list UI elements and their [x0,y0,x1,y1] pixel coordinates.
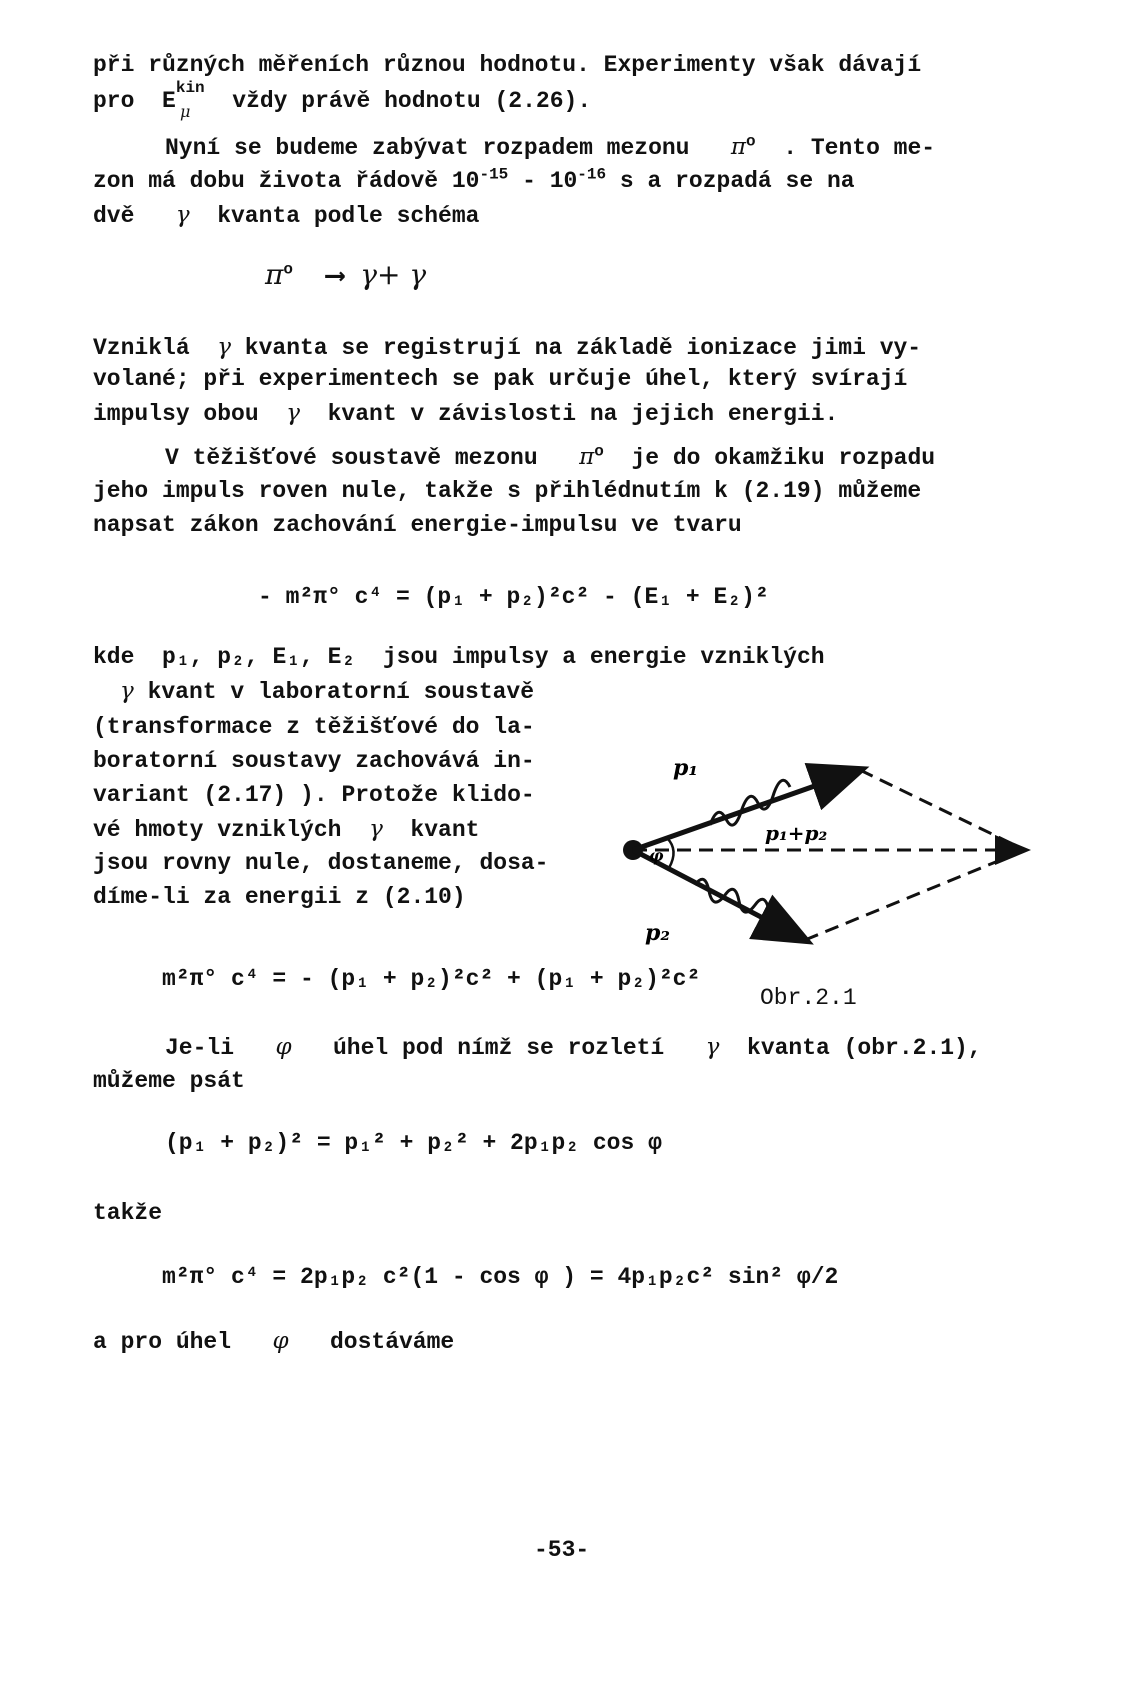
text-span: impulsy obou [93,401,259,427]
angle-label: φ [649,846,664,865]
text-line: můžeme psát [93,1068,245,1094]
equation-4: m²π° c⁴ = 2p₁p₂ c²(1 - cos φ ) = 4p₁p₂c² sin² φ/2 [162,1264,839,1290]
text-line [165,440,935,475]
text-span: s a rozpadá se na [606,168,855,194]
text-line [93,198,479,233]
text-span: je do okamžiku rozpadu [631,445,936,471]
vector-list: p₁, p₂, E₁, E₂ [162,644,356,670]
equation-2: m²π° c⁴ = - (p₁ + p₂)²c² + (p₁ + p₂)²c² [162,966,701,992]
text-span: kvanta se registrují na základě ionizace jimi vy- [244,335,922,361]
pi-symbol: π [579,444,595,470]
text-span: - 10 [508,168,578,194]
gamma-symbol: γ [705,1034,720,1060]
text-line [93,640,825,674]
text-span: a pro úhel [93,1329,232,1355]
dashed-side-2 [805,850,1025,940]
sum-label: p₁+p₂ [765,821,828,845]
text-line: boratorní soustavy zachovává in- [93,748,535,774]
text-line: jsou rovny nule, dostaneme, dosa- [93,850,549,876]
text-line: volané; při experimentech se pak určuje úhel, který svírají [93,366,908,392]
angle-arc [667,838,674,868]
equation-3: (p₁ + p₂)² = p₁² + p₂² + 2p₁p₂ cos φ [165,1130,662,1156]
arrow-icon: ⟶ [326,262,344,293]
page-number: -53- [534,1537,590,1563]
p1-label: p₁ [673,755,699,781]
phi-symbol: φ [275,1034,292,1060]
text-span: úhel pod nímž se rozletí [332,1035,665,1061]
text-line [93,79,592,121]
text-span: vé hmoty vzniklých [93,817,342,843]
text-span: V těžišťové soustavě mezonu [165,445,538,471]
text-line: variant (2.17) ). Protože klido- [93,782,535,808]
pi-symbol: π [265,258,284,291]
exponent: -16 [577,165,607,184]
gamma-symbol: γ [175,202,190,228]
equation-1: - m²π° c⁴ = (p₁ + p₂)²c² - (E₁ + E₂)² [258,584,769,610]
pi-superscript: o [283,260,294,279]
text-line: takže [93,1200,163,1226]
p2-label: p₂ [645,920,671,946]
gamma-symbol: γ [369,816,383,842]
text-line [93,164,855,198]
text-line: (transformace z těžišťové do la- [93,714,535,740]
text-span: jsou impulsy a energie vzniklých [382,644,825,670]
pi-superscript: o [746,132,756,151]
pi-symbol: π [730,134,747,160]
text-span: kvant v laboratorní soustavě [147,679,535,705]
text-span: . Tento me- [783,135,936,161]
phi-symbol: φ [272,1328,289,1354]
text-span: pro [93,88,135,114]
text-line [93,330,921,365]
gamma-symbol: γ [217,334,231,360]
gamma-symbol: γ [120,678,134,704]
e-kin-symbol: $E^{kin}$ μ [162,79,205,121]
text-span: kde [93,644,135,670]
photon-wave-2 [695,879,769,912]
text-line [93,396,838,431]
text-span: kvanta podle schéma [217,203,480,229]
text-line: jeho impuls roven nule, takže s přihlédnutím k (2.19) můžeme [93,478,922,504]
text-span: zon má dobu života řádově 10 [93,168,480,194]
figure-caption: Obr.2.1 [760,985,857,1011]
decay-products: γ+ γ [360,258,427,291]
text-line [120,674,534,709]
text-line: při různých měřeních různou hodnotu. Experimenty však dávají [93,52,922,78]
exponent: -15 [479,165,509,184]
text-span: dostáváme [329,1329,455,1355]
decay-scheme [265,258,426,293]
text-span: Je-li [165,1035,235,1061]
text-line [93,812,479,847]
text-span: Vzniklá [93,335,190,361]
text-line: díme-li za energii z (2.10) [93,884,466,910]
text-line [165,130,935,165]
gamma-symbol: γ [286,400,300,426]
text-line: napsat zákon zachování energie-impulsu ve tvaru [93,512,742,538]
text-span: kvant v závislosti na jejich energii. [327,401,839,427]
text-line [165,1030,982,1065]
text-span: Nyní se budeme zabývat rozpadem mezonu [165,135,690,161]
text-span: kvant [410,817,480,843]
pi-superscript: o [594,442,604,461]
text-span: vždy právě hodnotu (2.26). [232,88,592,114]
momentum-diagram [605,740,1045,970]
text-line [93,1324,454,1359]
text-span: kvanta (obr.2.1), [747,1035,982,1061]
dashed-side-1 [860,770,1025,850]
text-span: dvě [93,203,135,229]
